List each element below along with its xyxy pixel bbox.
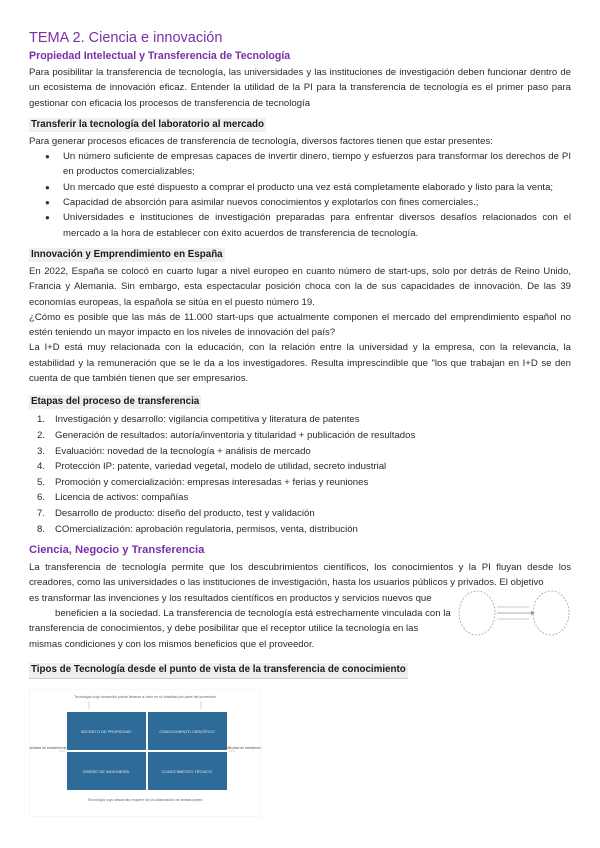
list-item: 1. Investigación y desarrollo: vigilancia competitiva y literatura de patentes	[37, 414, 360, 426]
section-heading-lab-to-market: Transferir la tecnología del laboratorio al mercado	[31, 118, 265, 130]
section-heading-pi: Propiedad Intelectual y Transferencia de Tecnología	[29, 50, 291, 62]
list-item: 5. Promoción y comercialización: empresas interesadas + ferias y reuniones	[37, 476, 369, 488]
paragraph-spain-2: ¿Cómo es posible que las más de 11.000 start-ups que actualmente componen el mercado del emprendimiento español no estén teniendo un mayor impacto en los niveles de innovación del país?	[29, 311, 571, 339]
page-title: TEMA 2. Ciencia e innovación	[29, 30, 223, 46]
transfer-flow-diagram	[457, 582, 571, 644]
list-item: ● Un número suficiente de empresas capaces de invertir dinero, tiempo y esfuerzos para transformar los derechos de PI en productos comercializables;	[63, 149, 571, 180]
list-item: 3. Evaluación: novedad de la tecnología + análisis de mercado	[37, 445, 311, 457]
list-item: 8. COmercialización: aprobación regulatoria, permisos, venta, distribución	[37, 523, 358, 535]
figure-top-caption: Tecnología cuyo desarrollo puede llevarse a cabo en su totalidad por parte del proveedor	[74, 694, 216, 699]
list-item: 6. Licencia de activos: compañías	[37, 492, 189, 504]
list-item: 2. Generación de resultados: autoría/inventoria y titularidad + publicación de resultados	[37, 429, 416, 441]
paragraph-lab-intro: Para generar procesos eficaces de transferencia de tecnología, diversos factores tienen que estar presentes:	[29, 135, 493, 147]
paragraph-science-business-wrapped: es transformar las invenciones y los resultados científicos en productos y servicios nuevos que beneficien a la sociedad. La transferencia de tecnología está estrechamente vinculada con la transferencia de conocimientos, y debe posibilitar que el receptor utilice la tecnología en las mismas condiciones y con los mismos beneficios que el proveedor.	[29, 592, 451, 650]
list-item: 4. Protección IP: patente, variedad vegetal, modelo de utilidad, secreto industrial	[37, 461, 387, 473]
figure-bottom-caption: Tecnología cuyo desarrollo requiere de la colaboración de ambas partes	[87, 797, 203, 802]
paragraph-spain-3: La I+D está muy relacionada con la educación, con la relación entre la universidad y la empresa, con la relevancia, la estabilidad y la remuneración que se le da a los investigadores. Resulta imprescindible que "los que trabajan en I+D se den cuenta de que también tienen que ser empresarios.	[29, 342, 571, 385]
section-heading-spain: Innovación y Emprendimiento en España	[31, 248, 223, 260]
stages-list	[29, 412, 571, 537]
factors-list	[29, 149, 571, 241]
section-heading-stages: Etapas del proceso de transferencia	[31, 396, 200, 408]
paragraph-pi: Para posibilitar la transferencia de tecnología, las universidades y las instituciones de investigación deben funcionar dentro de un ecosistema de innovación eficaz. Entender la utilidad de la PI para la transferencia de tecnología es el primer paso para gestionar con eficacia los procesos de transferencia de tecnología	[29, 67, 571, 109]
paragraph-science-business: La transferencia de tecnología permite que los descubrimientos científicos, los conocimientos y la PI fluyan desde los creadores, como las universidades o las instituciones de investigación, hasta los usuarios públicos y privados. El objetivo	[29, 562, 571, 589]
svg-text:DISEÑO DE INGENIERÍA: DISEÑO DE INGENIERÍA	[82, 768, 130, 774]
science-business-block	[29, 560, 571, 652]
list-item: ● Universidades e instituciones de investigación preparadas para enfrentar diversos desafíos relacionados con el mercado a la hora de establecer con éxito acuerdos de transferencia de tecnología.	[63, 210, 571, 241]
tech-types-figure	[29, 689, 261, 817]
svg-text:CONOCIMIENTO CIENTÍFICO: CONOCIMIENTO CIENTÍFICO	[159, 728, 215, 734]
figure-left-label: Facilidad de transferencia	[29, 745, 67, 750]
section-heading-tech-types: Tipos de Tecnología desde el punto de vista de la transferencia de conocimiento	[29, 663, 408, 679]
section-heading-science-business: Ciencia, Negocio y Transferencia	[29, 544, 205, 557]
svg-text:SECRETO DE PROPIEDAD: SECRETO DE PROPIEDAD	[80, 728, 132, 734]
figure-right-label: Dificultad de transferencia	[225, 745, 261, 750]
list-item: 7. Desarrollo de producto: diseño del producto, test y validación	[37, 507, 315, 519]
paragraph-spain-1: En 2022, España se colocó en cuarto lugar a nivel europeo en cuanto número de start-ups, solo por detrás de Reino Unido, Francia y Alemania. Sin embargo, esta espectacular posición choca con la de sus capacidades de innovación. De las 39 economías europeas, la española se sitúa en el puesto número 19.	[29, 265, 571, 308]
svg-text:CONOCIMIENTO TÉCNICO: CONOCIMIENTO TÉCNICO	[161, 768, 213, 774]
list-item: ● Capacidad de absorción para asimilar nuevos conocimientos y explotarlos con fines comerciales.;	[63, 195, 571, 210]
list-item: ● Un mercado que esté dispuesto a comprar el producto una vez está completamente elaborado y listo para la venta;	[63, 180, 571, 195]
